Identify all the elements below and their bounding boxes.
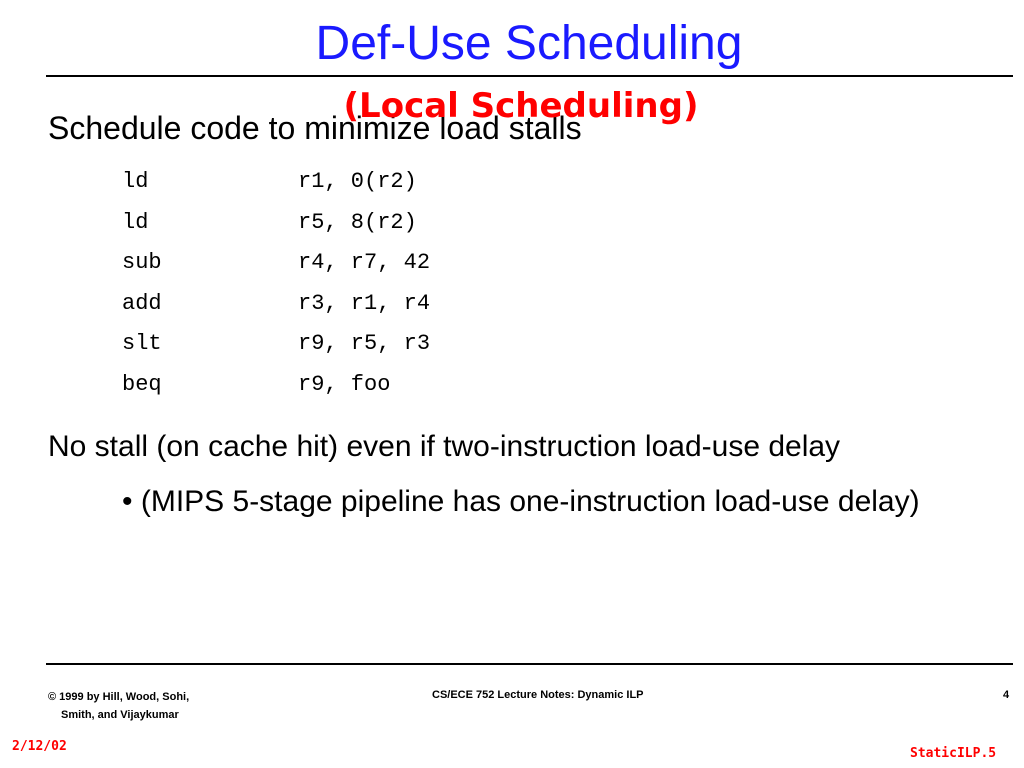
title-divider	[46, 75, 1013, 77]
code-opcode: slt	[122, 331, 162, 356]
copyright-line: Smith, and Vijaykumar	[61, 709, 179, 721]
code-operands: r9, r5, r3	[298, 331, 431, 356]
lead-text: Schedule code to minimize load stalls	[48, 110, 582, 146]
slide-subtitle: (Local Scheduling)	[343, 86, 699, 126]
code-operands: r1, 0(r2)	[298, 169, 417, 194]
stall-note: No stall (on cache hit) even if two-instruction load-use delay	[48, 430, 841, 463]
code-opcode: ld	[122, 169, 149, 194]
course-title: CS/ECE 752 Lecture Notes: Dynamic ILP	[432, 689, 644, 701]
page-number: 4	[1003, 689, 1010, 701]
footer-divider	[46, 663, 1013, 665]
code-operands: r9, foo	[298, 371, 391, 397]
copyright-line: © 1999 by Hill, Wood, Sohi,	[48, 691, 190, 703]
code-operands: r5, 8(r2)	[298, 209, 417, 235]
code-opcode: ld	[122, 209, 149, 235]
code-opcode: add	[122, 290, 162, 316]
bullet-item: • (MIPS 5-stage pipeline has one-instruction load-use delay)	[122, 485, 920, 518]
copyright-notice	[48, 688, 189, 724]
code-opcode: beq	[122, 371, 162, 397]
slide-file-label: StaticILP.5	[910, 746, 997, 761]
code-operands: r3, r1, r4	[298, 290, 431, 316]
slide-title: Def-Use Scheduling	[315, 17, 743, 70]
code-opcode: sub	[122, 250, 162, 275]
code-operands: r4, r7, 42	[298, 250, 431, 275]
slide-date: 2/12/02	[12, 739, 67, 754]
